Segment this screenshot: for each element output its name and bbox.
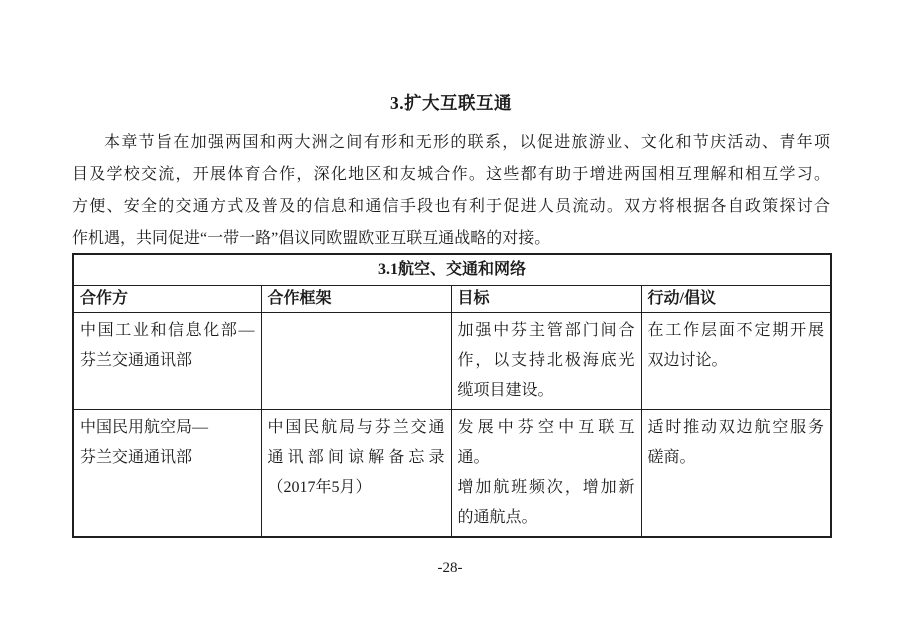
table-row-miit xyxy=(73,313,831,410)
cell-line: 发展中芬空中互联互 xyxy=(457,419,635,436)
cell-line: 中国工业和信息化部— xyxy=(80,322,255,339)
cell-line: 在工作层面不定期开展 xyxy=(647,322,825,339)
cell-line: （2017年5月） xyxy=(267,479,372,496)
cell-line: 芬兰交通通讯部 xyxy=(80,449,193,466)
cell-line: 磋商。 xyxy=(647,449,696,466)
cell-line: 缆项目建设。 xyxy=(457,382,554,399)
col-header-action: 行动/倡议 xyxy=(641,286,831,313)
cell-line: 双边讨论。 xyxy=(647,352,728,369)
paragraph-line-2: 目及学校交流，开展体育合作，深化地区和友城合作。这些都有助于增进两国相互理解和相互学习。 xyxy=(72,166,830,183)
cooperation-table xyxy=(72,253,832,538)
paragraph-line-1: 本章节旨在加强两国和两大洲之间有形和无形的联系，以促进旅游业、文化和节庆活动、青年项 xyxy=(104,134,830,151)
cell-line: 芬兰交通通讯部 xyxy=(80,352,193,369)
cell-goal xyxy=(451,410,641,538)
col-header-framework: 合作框架 xyxy=(261,286,451,313)
cell-action xyxy=(641,313,831,410)
table-caption-row xyxy=(73,254,831,286)
table-row-caac xyxy=(73,410,831,538)
table-header-row xyxy=(73,286,831,313)
cell-line: 中国民航局与芬兰交通 xyxy=(267,419,445,436)
cell-framework xyxy=(261,410,451,538)
cell-line: 中国民用航空局— xyxy=(80,419,209,436)
page-title: 3.扩大互联互通 xyxy=(389,93,513,113)
cell-line: 适时推动双边航空服务 xyxy=(647,419,825,436)
cell-line: 的通航点。 xyxy=(457,509,538,526)
cell-line: 通。 xyxy=(457,449,490,466)
cell-line: 加强中芬主管部门间合 xyxy=(457,322,635,339)
col-header-goal: 目标 xyxy=(451,286,641,313)
intro-paragraph xyxy=(72,127,830,255)
paragraph-line-4: 作机遇，共同促进“一带一路”倡议同欧盟欧亚互联互通战略的对接。 xyxy=(72,230,551,247)
cell-framework-empty xyxy=(261,313,451,410)
table-caption: 3.1航空、交通和网络 xyxy=(73,254,831,286)
paragraph-line-3: 方便、安全的交通方式及普及的信息和通信手段也有利于促进人员流动。双方将根据各自政策探讨合 xyxy=(72,198,830,215)
cell-line: 通讯部间谅解备忘录 xyxy=(267,449,445,466)
cell-party xyxy=(73,410,261,538)
cell-line: 作，以支持北极海底光 xyxy=(457,352,635,369)
cell-action xyxy=(641,410,831,538)
col-header-party: 合作方 xyxy=(73,286,261,313)
cell-party xyxy=(73,313,261,410)
cell-goal xyxy=(451,313,641,410)
cell-line: 增加航班频次，增加新 xyxy=(457,479,635,496)
page-number: -28- xyxy=(437,560,463,576)
